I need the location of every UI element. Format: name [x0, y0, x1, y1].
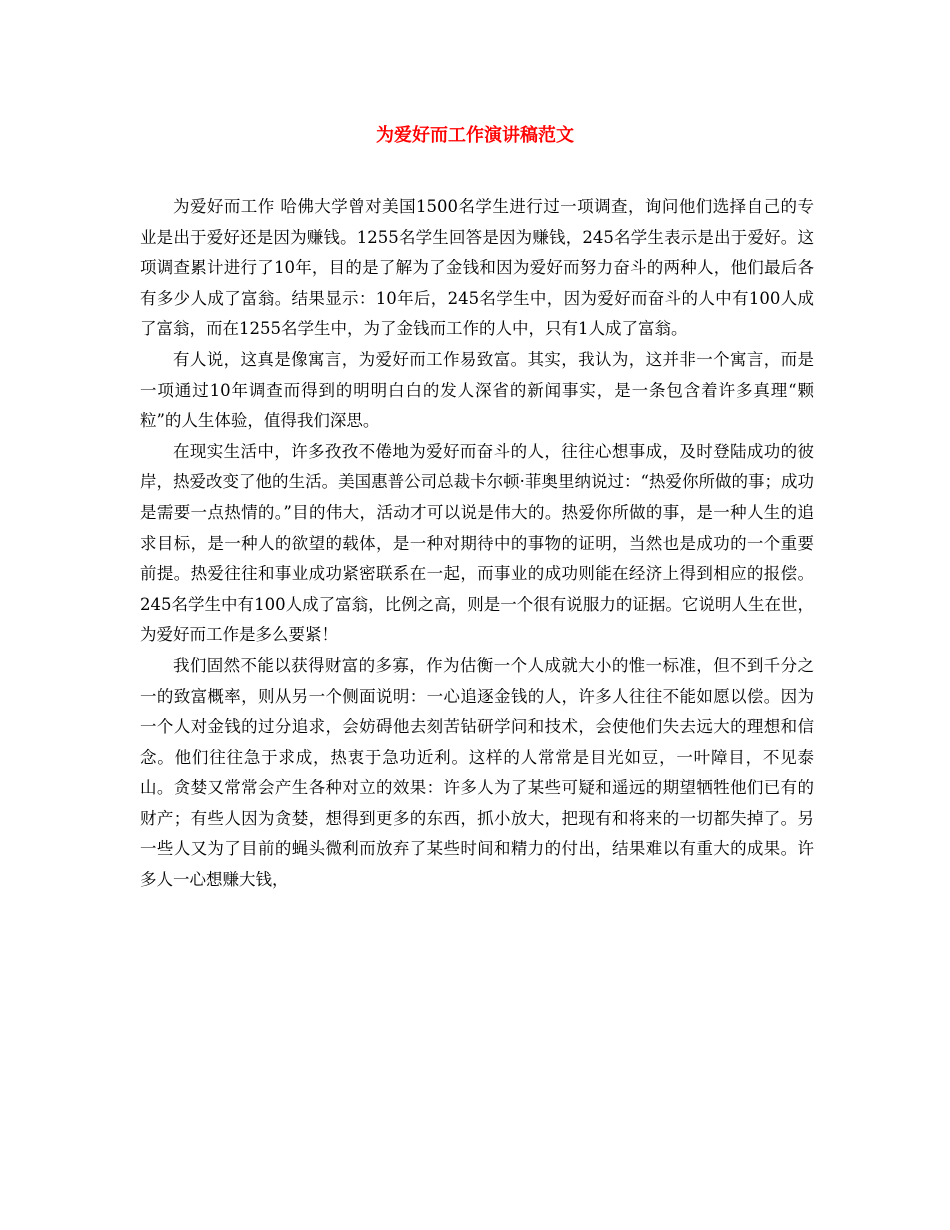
document-title: 为爱好而工作演讲稿范文: [376, 125, 574, 146]
paragraph: 我们固然不能以获得财富的多寡，作为估衡一个人成就大小的惟一标准，但不到千分之一的致富概率，则从另一个侧面说明：一心追逐金钱的人，许多人往往不能如愿以偿。因为一个人对金钱的过分追求，会妨碍他去刻苦钻研学问和技术，会使他们失去远大的理想和信念。他们往往急于求成，热衷于急功近利。这样的人常常是目光如豆，一叶障目，不见泰山。贪婪又常常会产生各种对立的效果：许多人为了某些可疑和遥远的期望牺牲他们已有的财产；有些人因为贪婪，想得到更多的东西，抓小放大，把现有和将来的一切都失掉了。另一些人又为了目前的蝇头微利而放弃了某些时间和精力的付出，结果难以有重大的成果。许多人一心想赚大钱，: [140, 655, 814, 890]
paragraph: 在现实生活中，许多孜孜不倦地为爱好而奋斗的人，往往心想事成，及时登陆成功的彼岸，热爱改变了他的生活。美国惠普公司总裁卡尔顿·菲奥里纳说过：“热爱你所做的事；成功是需要一点热情的。”目的伟大，活动才可以说是伟大的。热爱你所做的事，是一种人生的追求目标，是一种人的欲望的载体，是一种对期待中的事物的证明，当然也是成功的一个重要前提。热爱往往和事业成功紧密联系在一起，而事业的成功则能在经济上得到相应的报偿。245名学生中有100人成了富翁，比例之高，则是一个很有说服力的证据。它说明人生在世，为爱好而工作是多么要紧！: [140, 441, 814, 645]
paragraph: 有人说，这真是像寓言，为爱好而工作易致富。其实，我认为，这并非一个寓言，而是一项通过10年调查而得到的明明白白的发人深省的新闻事实，是一条包含着许多真理“颗粒”的人生体验，值得我们深思。: [140, 349, 814, 431]
document-body: [140, 192, 814, 896]
paragraph: 为爱好而工作 哈佛大学曾对美国1500名学生进行过一项调查，询问他们选择自己的专业是出于爱好还是因为赚钱。1255名学生回答是因为赚钱，245名学生表示是出于爱好。这项调查累计进行了10年，目的是了解为了金钱和因为爱好而努力奋斗的两种人，他们最后各有多少人成了富翁。结果显示：10年后，245名学生中，因为爱好而奋斗的人中有100人成了富翁，而在1255名学生中，为了金钱而工作的人中，只有1人成了富翁。: [140, 197, 814, 339]
